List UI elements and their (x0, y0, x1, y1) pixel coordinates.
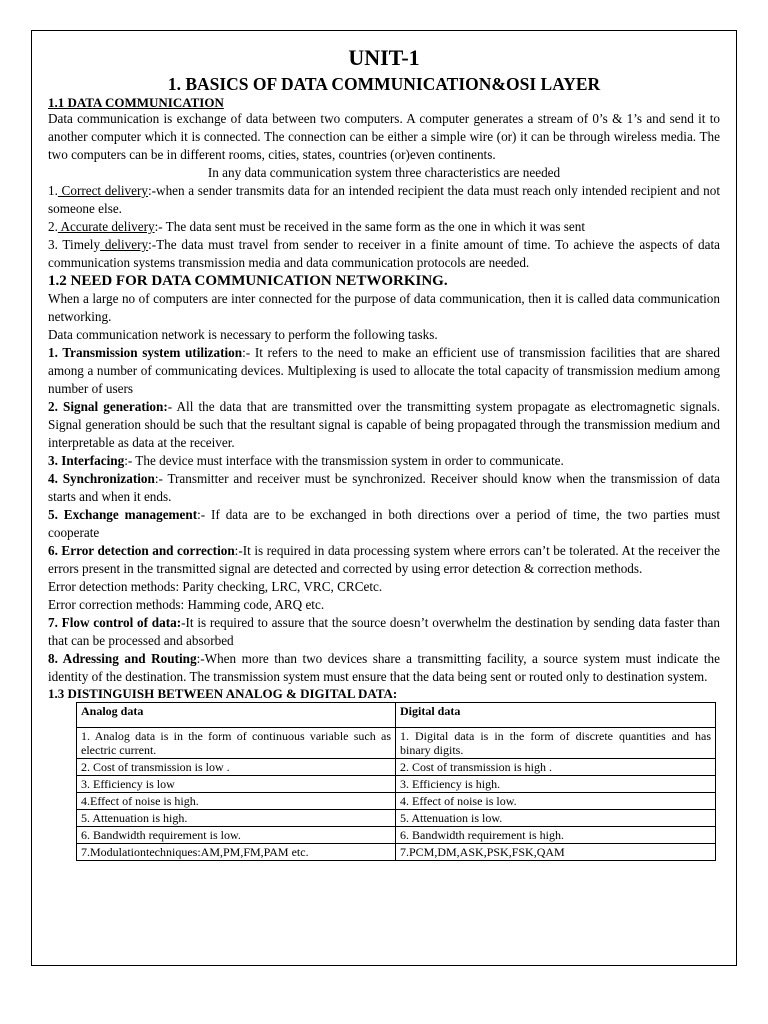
task-item: 7. Flow control of data:-It is required to assure that the source doesn’t overwhelm the destination by sending data faster than that can be processed and absorbed (48, 615, 720, 648)
table-cell: 7.PCM,DM,ASK,PSK,FSK,QAM (396, 844, 716, 861)
table-cell: 1. Analog data is in the form of continuous variable such as electric current. (77, 728, 396, 759)
table-cell: 5. Attenuation is high. (77, 810, 396, 827)
table-cell: 2. Cost of transmission is low . (77, 759, 396, 776)
characteristics-line: In any data communication system three characteristics are needed (207, 165, 561, 180)
section-1-3-heading: 1.3 DISTINGUISH BETWEEN ANALOG & DIGITAL DATA: (48, 686, 398, 701)
task-item: 6. Error detection and correction:-It is required in data processing system where errors can’t be tolerated. At the receiver the errors present in the transmitted signal are detected and corrected by using error detection & correction methods. (48, 543, 720, 576)
unit-title: UNIT-1 (348, 45, 420, 70)
table-cell: 2. Cost of transmission is high . (396, 759, 716, 776)
table-cell: 7.Modulationtechniques:AM,PM,FM,PAM etc. (77, 844, 396, 861)
table-cell: 4. Effect of noise is low. (396, 793, 716, 810)
table-cell: 3. Efficiency is low (77, 776, 396, 793)
table-row (77, 776, 716, 793)
table-cell: 6. Bandwidth requirement is high. (396, 827, 716, 844)
task-item: 8. Adressing and Routing:-When more than two devices share a transmitting facility, a source system must indicate the identity of the destination. The transmission system must ensure that the data being sent or routed only to destination system. (48, 651, 720, 684)
chapter-title: 1. BASICS OF DATA COMMUNICATION&OSI LAYER (167, 74, 601, 94)
tasks-line: Data communication network is necessary to perform the following tasks. (48, 327, 438, 342)
table-header-row (77, 703, 716, 728)
section-1-2-heading: 1.2 NEED FOR DATA COMMUNICATION NETWORKING. (48, 273, 448, 289)
task-item: 1. Transmission system utilization:- It refers to the need to make an efficient use of transmission facilities that are shared among a number of communicating devices. Multiplexing is used to allocate the total capacity of transmission medium among number of users (48, 345, 720, 396)
document-page (31, 30, 737, 966)
table-row (77, 827, 716, 844)
section-1-1-intro: Data communication is exchange of data between two computers. A computer generates a stream of 0’s & 1’s and send it to another computer which it is connected. The connection can be either a simple wire (or) it can be through wireless media. The two computers can be in different rooms, cities, states, countries (or)even continents. (48, 111, 720, 162)
task-item: 3. Interfacing:- The device must interface with the transmission system in order to communicate. (48, 453, 564, 468)
section-1-1-heading: 1.1 DATA COMMUNICATION (48, 95, 224, 110)
table-row (77, 728, 716, 759)
error-detection-methods: Error detection methods: Parity checking, LRC, VRC, CRCetc. (48, 579, 383, 594)
timely-delivery-term: delivery (100, 237, 149, 252)
table-row (77, 844, 716, 861)
table-cell: 6. Bandwidth requirement is low. (77, 827, 396, 844)
correct-delivery-term: Correct delivery (57, 183, 148, 198)
task-item: 2. Signal generation:- All the data that are transmitted over the transmitting system propagate as electromagnetic signals. Signal generation should be such that the resultant signal is capable of being propagated through the transmission medium and interpretable as data at the receiver. (48, 399, 721, 450)
table-row (77, 759, 716, 776)
accurate-delivery-term: Accurate delivery (57, 219, 155, 234)
characteristic-3: 3. Timely delivery:-The data must travel from sender to receiver in a finite amount of time. To achieve the aspects of data communication systems transmission media and data communication protocols are needed. (48, 237, 720, 270)
table-cell: 3. Efficiency is high. (396, 776, 716, 793)
task-item: 5. Exchange management:- If data are to be exchanged in both directions over a period of time, the two parties must cooperate (48, 507, 720, 540)
table-cell: 1. Digital data is in the form of discrete quantities and has binary digits. (396, 728, 716, 759)
section-1-2-intro: When a large no of computers are inter connected for the purpose of data communication, then it is called data communication networking. (48, 291, 720, 324)
task-item: 4. Synchronization:- Transmitter and receiver must be synchronized. Receiver should know when the transmission of data starts and when it ends. (48, 471, 721, 504)
table-cell: 4.Effect of noise is high. (77, 793, 396, 810)
table-row (77, 810, 716, 827)
table-row (77, 793, 716, 810)
table-cell: 5. Attenuation is low. (396, 810, 716, 827)
characteristic-2: 2. Accurate delivery:- The data sent must be received in the same form as the one in which it was sent (48, 219, 585, 234)
error-correction-methods: Error correction methods: Hamming code, ARQ etc. (48, 597, 325, 612)
analog-digital-table (76, 702, 716, 861)
table-header-digital: Digital data (396, 703, 716, 728)
table-header-analog: Analog data (77, 703, 396, 728)
characteristic-1: 1. Correct delivery:-when a sender transmits data for an intended recipient the data must reach only intended recipient and not someone else. (48, 183, 720, 216)
